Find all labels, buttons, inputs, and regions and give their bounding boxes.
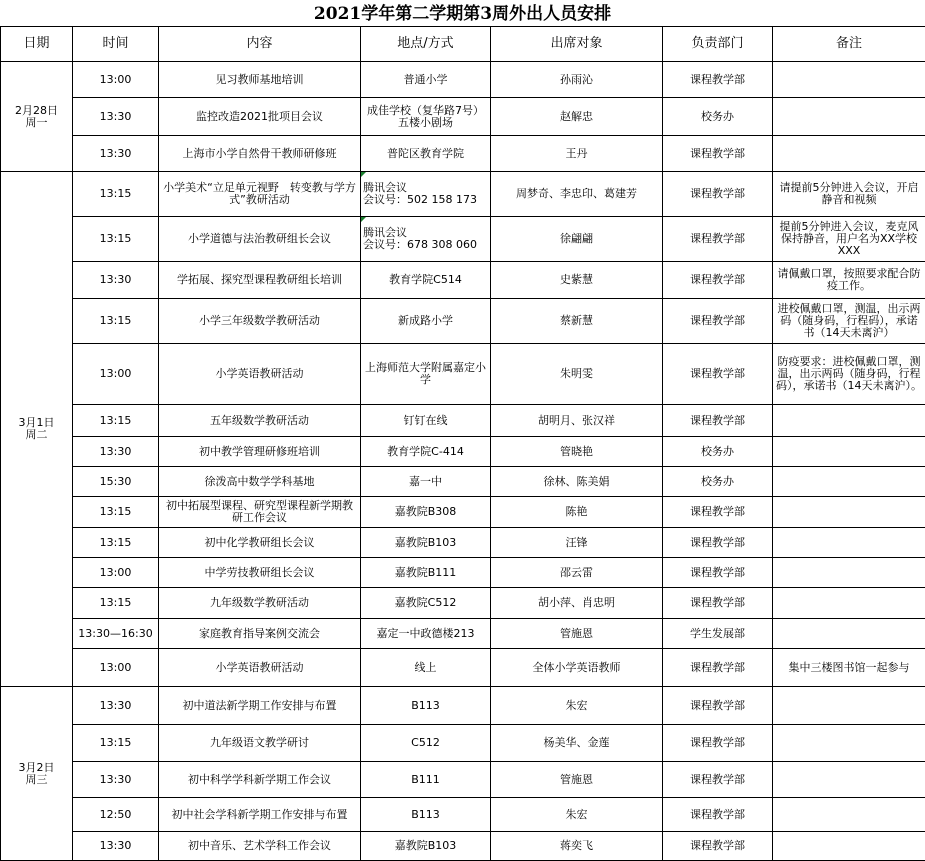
header-row [1, 27, 925, 62]
note-cell [773, 725, 925, 762]
time-cell: 13:30 [73, 262, 159, 299]
date-cell [1, 62, 73, 172]
dept-cell: 课程教学部 [663, 762, 773, 798]
attendees-cell: 蔡新慧 [491, 299, 663, 344]
content-cell: 初中道法新学期工作安排与布置 [159, 687, 361, 725]
table-row [1, 344, 925, 405]
content-cell: 初中化学教研组长会议 [159, 528, 361, 558]
note-cell [773, 687, 925, 725]
note-cell [773, 619, 925, 649]
table-row [1, 528, 925, 558]
header-content: 内容 [159, 27, 361, 62]
content-cell: 小学三年级数学教研活动 [159, 299, 361, 344]
note-cell [773, 467, 925, 497]
time-cell: 13:15 [73, 299, 159, 344]
table-row [1, 405, 925, 437]
dept-cell: 学生发展部 [663, 619, 773, 649]
date-label: 2月28日 [3, 105, 70, 117]
note-cell [773, 528, 925, 558]
content-cell: 初中教学管理研修班培训 [159, 437, 361, 467]
place-cell: 嘉教院B103 [361, 832, 491, 861]
place-cell: 嘉教院C512 [361, 588, 491, 619]
note-cell [773, 558, 925, 588]
note-cell [773, 437, 925, 467]
content-cell: 初中拓展型课程、研究型课程新学期教研工作会议 [159, 497, 361, 528]
time-cell: 13:15 [73, 528, 159, 558]
weekday-label: 周三 [3, 774, 70, 786]
table-row [1, 217, 925, 262]
content-cell: 小学道德与法治教研组长会议 [159, 217, 361, 262]
table-row [1, 98, 925, 136]
time-cell: 13:30 [73, 136, 159, 172]
attendees-cell: 朱宏 [491, 687, 663, 725]
place-cell: 钉钉在线 [361, 405, 491, 437]
attendees-cell: 徐林、陈美娟 [491, 467, 663, 497]
dept-cell: 课程教学部 [663, 299, 773, 344]
attendees-cell: 管施恩 [491, 762, 663, 798]
time-cell: 13:00 [73, 62, 159, 98]
dept-cell: 课程教学部 [663, 497, 773, 528]
table-row [1, 262, 925, 299]
attendees-cell: 管施恩 [491, 619, 663, 649]
attendees-cell: 王丹 [491, 136, 663, 172]
table-row [1, 798, 925, 832]
table-row [1, 467, 925, 497]
place-cell: 嘉教院B308 [361, 497, 491, 528]
note-cell: 集中三楼图书馆一起参与 [773, 649, 925, 687]
header-time: 时间 [73, 27, 159, 62]
content-cell: 中学劳技教研组长会议 [159, 558, 361, 588]
time-cell: 13:30 [73, 437, 159, 467]
dept-cell: 课程教学部 [663, 687, 773, 725]
place-cell: 普通小学 [361, 62, 491, 98]
time-cell: 13:15 [73, 172, 159, 217]
time-cell: 13:30 [73, 762, 159, 798]
content-cell: 初中科学学科新学期工作会议 [159, 762, 361, 798]
date-label: 3月2日 [3, 762, 70, 774]
place-cell: 嘉定一中政德楼213 [361, 619, 491, 649]
note-cell [773, 136, 925, 172]
time-cell: 13:30 [73, 98, 159, 136]
schedule-table [0, 26, 925, 861]
attendees-cell: 陈艳 [491, 497, 663, 528]
header-dept: 负责部门 [663, 27, 773, 62]
header-date: 日期 [1, 27, 73, 62]
time-cell: 13:00 [73, 344, 159, 405]
note-cell: 请提前5分钟进入会议，开启静音和视频 [773, 172, 925, 217]
content-cell: 五年级数学教研活动 [159, 405, 361, 437]
table-row [1, 558, 925, 588]
attendees-cell: 徐翩翩 [491, 217, 663, 262]
place-cell: 嘉一中 [361, 467, 491, 497]
place-cell: 上海师范大学附属嘉定小学 [361, 344, 491, 405]
attendees-cell: 史紫慧 [491, 262, 663, 299]
table-row [1, 832, 925, 861]
date-cell [1, 687, 73, 861]
place-cell: 成佳学校（复华路7号）五楼小剧场 [361, 98, 491, 136]
time-cell: 13:15 [73, 217, 159, 262]
content-cell: 见习教师基地培训 [159, 62, 361, 98]
header-place: 地点/方式 [361, 27, 491, 62]
dept-cell: 课程教学部 [663, 588, 773, 619]
content-cell: 初中社会学科新学期工作安排与布置 [159, 798, 361, 832]
attendees-cell: 邵云雷 [491, 558, 663, 588]
attendees-cell: 周梦奇、李忠印、葛建芳 [491, 172, 663, 217]
attendees-cell: 管晓艳 [491, 437, 663, 467]
date-label: 3月1日 [3, 417, 70, 429]
place-cell: 腾讯会议 会议号：502 158 173 [361, 172, 491, 217]
attendees-cell: 胡小萍、肖忠明 [491, 588, 663, 619]
dept-cell: 课程教学部 [663, 649, 773, 687]
time-cell: 13:00 [73, 649, 159, 687]
dept-cell: 课程教学部 [663, 798, 773, 832]
time-cell: 13:15 [73, 725, 159, 762]
attendees-cell: 孙雨沁 [491, 62, 663, 98]
table-row [1, 687, 925, 725]
place-cell: B113 [361, 687, 491, 725]
header-attendees: 出席对象 [491, 27, 663, 62]
content-cell: 家庭教育指导案例交流会 [159, 619, 361, 649]
table-row [1, 588, 925, 619]
note-cell [773, 98, 925, 136]
note-cell: 提前5分钟进入会议，麦克风保持静音，用户名为XX学校 XXX [773, 217, 925, 262]
time-cell: 13:30—16:30 [73, 619, 159, 649]
time-cell: 13:15 [73, 405, 159, 437]
attendees-cell: 汪锋 [491, 528, 663, 558]
table-row [1, 619, 925, 649]
dept-cell: 校务办 [663, 437, 773, 467]
time-cell: 15:30 [73, 467, 159, 497]
attendees-cell: 杨美华、金莲 [491, 725, 663, 762]
attendees-cell: 全体小学英语教师 [491, 649, 663, 687]
place-cell: B111 [361, 762, 491, 798]
weekday-label: 周二 [3, 429, 70, 441]
note-cell: 请佩戴口罩，按照要求配合防疫工作。 [773, 262, 925, 299]
note-cell: 防疫要求：进校佩戴口罩，测温，出示两码（随身码，行程码），承诺书（14天未离沪）。 [773, 344, 925, 405]
table-row [1, 497, 925, 528]
time-cell: 13:00 [73, 558, 159, 588]
table-row [1, 437, 925, 467]
content-cell: 小学英语教研活动 [159, 344, 361, 405]
dept-cell: 课程教学部 [663, 832, 773, 861]
note-cell: 进校佩戴口罩，测温，出示两码（随身码，行程码），承诺书（14天未离沪） [773, 299, 925, 344]
time-cell: 13:30 [73, 687, 159, 725]
note-cell [773, 798, 925, 832]
content-cell: 上海市小学自然骨干教师研修班 [159, 136, 361, 172]
note-cell [773, 762, 925, 798]
place-cell: 嘉教院B111 [361, 558, 491, 588]
dept-cell: 校务办 [663, 98, 773, 136]
table-row [1, 762, 925, 798]
dept-cell: 课程教学部 [663, 136, 773, 172]
note-cell [773, 832, 925, 861]
time-cell: 13:15 [73, 497, 159, 528]
place-cell: 教育学院C-414 [361, 437, 491, 467]
table-row [1, 172, 925, 217]
dept-cell: 课程教学部 [663, 344, 773, 405]
table-row [1, 649, 925, 687]
dept-cell: 课程教学部 [663, 217, 773, 262]
place-cell: B113 [361, 798, 491, 832]
date-cell [1, 172, 73, 687]
attendees-cell: 赵解忠 [491, 98, 663, 136]
content-cell: 小学英语教研活动 [159, 649, 361, 687]
place-cell: 线上 [361, 649, 491, 687]
place-cell: 嘉教院B103 [361, 528, 491, 558]
dept-cell: 课程教学部 [663, 262, 773, 299]
content-cell: 监控改造2021批项目会议 [159, 98, 361, 136]
time-cell: 13:15 [73, 588, 159, 619]
place-cell: C512 [361, 725, 491, 762]
weekday-label: 周一 [3, 117, 70, 129]
attendees-cell: 胡明月、张汉祥 [491, 405, 663, 437]
content-cell: 九年级语文教学研讨 [159, 725, 361, 762]
dept-cell: 课程教学部 [663, 172, 773, 217]
page-title: 2021学年第二学期第3周外出人员安排 [0, 0, 925, 26]
table-row [1, 725, 925, 762]
note-cell [773, 497, 925, 528]
note-cell [773, 62, 925, 98]
place-cell: 腾讯会议 会议号：678 308 060 [361, 217, 491, 262]
note-cell [773, 405, 925, 437]
dept-cell: 课程教学部 [663, 62, 773, 98]
dept-cell: 课程教学部 [663, 528, 773, 558]
dept-cell: 课程教学部 [663, 725, 773, 762]
time-cell: 12:50 [73, 798, 159, 832]
place-cell: 普陀区教育学院 [361, 136, 491, 172]
attendees-cell: 蒋奕飞 [491, 832, 663, 861]
content-cell: 九年级数学教研活动 [159, 588, 361, 619]
dept-cell: 校务办 [663, 467, 773, 497]
time-cell: 13:30 [73, 832, 159, 861]
dept-cell: 课程教学部 [663, 558, 773, 588]
note-cell [773, 588, 925, 619]
table-row [1, 62, 925, 98]
attendees-cell: 朱明雯 [491, 344, 663, 405]
place-cell: 新成路小学 [361, 299, 491, 344]
content-cell: 徐泼高中数学学科基地 [159, 467, 361, 497]
dept-cell: 课程教学部 [663, 405, 773, 437]
table-row [1, 136, 925, 172]
table-row [1, 299, 925, 344]
header-note: 备注 [773, 27, 925, 62]
place-cell: 教育学院C514 [361, 262, 491, 299]
content-cell: 初中音乐、艺术学科工作会议 [159, 832, 361, 861]
attendees-cell: 朱宏 [491, 798, 663, 832]
content-cell: 学拓展、探究型课程教研组长培训 [159, 262, 361, 299]
content-cell: 小学美术“立足单元视野 转变教与学方式”教研活动 [159, 172, 361, 217]
